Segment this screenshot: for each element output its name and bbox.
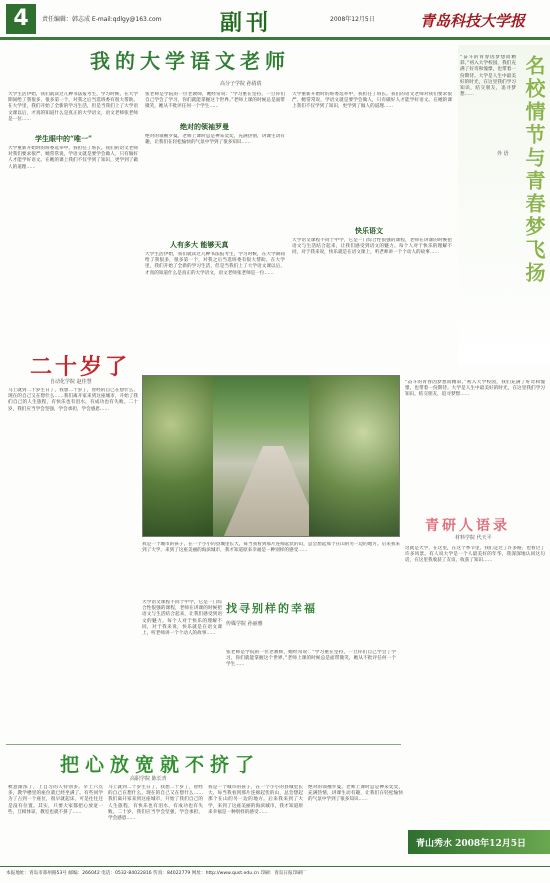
article-subhead: 学生眼中的“唯一” bbox=[35, 134, 93, 143]
newspaper-brand: 青岛科技大学报 bbox=[420, 12, 526, 30]
issue-date: 2008年12月5日 bbox=[330, 16, 375, 23]
article-body: 大学重新开始时的班委选举中，我担任了班长。我们的语文老师对我们要求很严，她常常说，学语文就是要学会做人，只有做好人才能学好语文。在她的课上我们不仅学到了知识，更学到了做人的道理…… bbox=[292, 92, 452, 110]
article-subhead: 人有多大 能够天真 bbox=[170, 240, 229, 249]
sidebar-vertical-title: 名校情节与青春梦飞扬 bbox=[522, 55, 546, 285]
article-body: 这就是大学，在这里，在这个季节里，我们走过了许多路，也看过了许多风景。有人说大学是一个人最美好的年华，我深深地认同这句话，在这里我收获了友谊，收获了知识…… bbox=[405, 546, 545, 564]
article-title-teacher: 我的大学语文老师 bbox=[90, 49, 290, 73]
road bbox=[223, 446, 323, 537]
article-body: 我是一个城市的孩子，在一个小小的县城里长大，每当我看到那片连绵起伏的山，总会想起那个在山的另一边的地方。后来我来到了大学，来到了这座美丽的海滨城市，我才知道原来幸福是一种别样的感受…… bbox=[142, 542, 400, 554]
article-body: 马上就到二十岁生日了，我想二十岁了，曾经的自己在想什么，现在的自己又在想什么……我们离开家来到这座城市，开始了我们自己的人生旅程，有快乐也有泪水，有成功也有失败。二十岁，我们应当学会坚强，学会承担，学会感恩…… bbox=[8, 388, 138, 412]
tree-right bbox=[309, 376, 399, 537]
sidebar-author: 外 语 bbox=[497, 151, 509, 157]
article-title-heart: 把心放宽就不挤了 bbox=[60, 754, 261, 776]
article-body: 我是一个城市的孩子，在一个小小的县城里长大，每当我看到那片连绵起伏的山，总会想起那个在山的另一边的地方。后来我来到了大学，来到了这座美丽的海滨城市，我才知道原来幸福是一种别样的感受…… bbox=[208, 785, 303, 815]
tree-left bbox=[143, 376, 213, 537]
article-body: 张老师是学院的一位老教师，她经常说：“学习重在坚持，一旦你们自己学会了学习，你们就能掌握这个世界。”老师上课的时候总是面带微笑，她从不批评任何一个学生…… bbox=[145, 92, 285, 110]
sidebar-body: “奋斗的青春因梦想而精彩。”初入大学校园，我们充满了好奇和憧憬，也带着一份期待。大学是人生中最美好的时光，在这里我们学习知识，结交朋友，追寻梦想…… bbox=[460, 55, 516, 98]
article-body: 绝对的领袖罗曼。老师上课时总是神采奕奕，充满热情，讲课生动有趣，让我们在轻松愉快的气氛中学到了很多知识…… bbox=[145, 134, 285, 146]
article4-title-box bbox=[226, 600, 326, 650]
article-byline-happiness: 传媒学院 孙丽雅 bbox=[226, 621, 263, 627]
article-body: 大学语文课程不同于中学，它是一门综合性很强的课程，老师在讲课的时候把语文与生活结合起来，让我们感受到语文的魅力。每个人对于快乐的理解不同，对于我来说，快乐就是在语文课上，听老师讲一个个动人的故事…… bbox=[292, 238, 452, 256]
article-body: 张老师是学院的一位老教师，她经常说：“学习重在坚持，一旦你们自己学会了学习，你们就能掌握这个世界。”老师上课的时候总是面带微笑，她从不批评任何一个学生…… bbox=[226, 650, 396, 668]
campus-tree-path-photo bbox=[142, 375, 400, 537]
article-byline-teacher: 高分子学院 孙倩倩 bbox=[220, 81, 262, 87]
article-byline-heart: 高职学院 陈长青 bbox=[130, 776, 167, 782]
section-title: 副刊 bbox=[220, 10, 273, 36]
article-body: 大学生活伊始，我们就读过几种书法报考生，学习时候，在大学期间给了我很多，很多第一个，对我之后当选班委有很大帮助。在大学里，我们开始了全新的学习生活，但是当我们上了大学语文课以后，才真的知道什么是真正的大学语文，语文老师张老师是一位…… bbox=[145, 252, 285, 276]
article-body: 大学生活伊始，我们就读过几种书法报考生，学习时候，在大学期间给了我很多，很多第一个，对我之后当选班委有很大帮助。在大学里，我们开始了全新的学习生活，但是当我们上了大学语文课以后，才真的知道什么是真正的大学语文，语文老师张老师是一位…… bbox=[8, 92, 138, 122]
article-byline-twenty: 自动化学院 赵佳慧 bbox=[50, 379, 92, 385]
article-title-happiness: 找寻别样的幸福 bbox=[226, 602, 317, 615]
article-body: 大学重新开始时的班委选举中，我担任了班长。我们的语文老师对我们要求很严，她常常说，学语文就是要学会做人，只有做好人才能学好语文。在她的课上我们不仅学到了知识，更学到了做人的道理…… bbox=[8, 146, 138, 170]
page-number: 4 bbox=[6, 4, 36, 34]
footer: 本报地址：青岛市郑州路53号 邮编：266042 电话：0532-84022816 传真：84022779 网址：http://www.qust.edu.cn 印刷：青岛日报印刷厂 bbox=[0, 866, 550, 883]
article-body: 秋意渐浓了，上自习的人特别多。早上六点多，教学楼里的座位就已经坐满了。有些同学为了占到一个座位，很早就起床，可是往往还是没有位置。其实，只要大家都把心放宽一些，互相体谅，教室也就不挤了…… bbox=[8, 785, 103, 815]
bottom-sign-bar: 青山秀水 2008年12月5日 bbox=[408, 830, 550, 854]
article-title-twenty: 二十岁了 bbox=[30, 354, 131, 380]
article-body: 马上就到二十岁生日了，我想二十岁了，曾经的自己在想什么，现在的自己又在想什么……我们离开家来到这座城市，开始了我们自己的人生旅程，有快乐也有泪水，有成功也有失败。二十岁，我们应当学会坚强，学会承担，学会感恩…… bbox=[108, 785, 203, 822]
article-body: 绝对的领袖罗曼。老师上课时总是神采奕奕，充满热情，讲课生动有趣，让我们在轻松愉快的气氛中学到了很多知识…… bbox=[308, 785, 403, 803]
article-body: 大学语文课程不同于中学，它是一门综合性很强的课程，老师在讲课的时候把语文与生活结合起来，让我们感受到语文的魅力。每个人对于快乐的理解不同，对于我来说，快乐就是在语文课上，听老师讲一个个动人的故事…… bbox=[142, 600, 222, 637]
article5-column bbox=[405, 380, 545, 710]
article-title-quotes: 青研人语录 bbox=[425, 518, 510, 534]
article-title-happy: 快乐语文 bbox=[355, 226, 383, 235]
article-body: “奋斗的青春因梦想而精彩。”初入大学校园，我们充满了好奇和憧憬，也带着一份期待。大学是人生中最美好的时光，在这里我们学习知识，结交朋友，追寻梦想…… bbox=[405, 380, 545, 398]
article-byline-quotes: 材料学院 代天平 bbox=[455, 535, 492, 541]
section-divider bbox=[6, 744, 401, 745]
editor-info: 责任编辑：韩志成 E-mail:qdlgy@163.com bbox=[42, 16, 162, 23]
article-subhead: 绝对的领袖罗曼 bbox=[180, 122, 229, 131]
